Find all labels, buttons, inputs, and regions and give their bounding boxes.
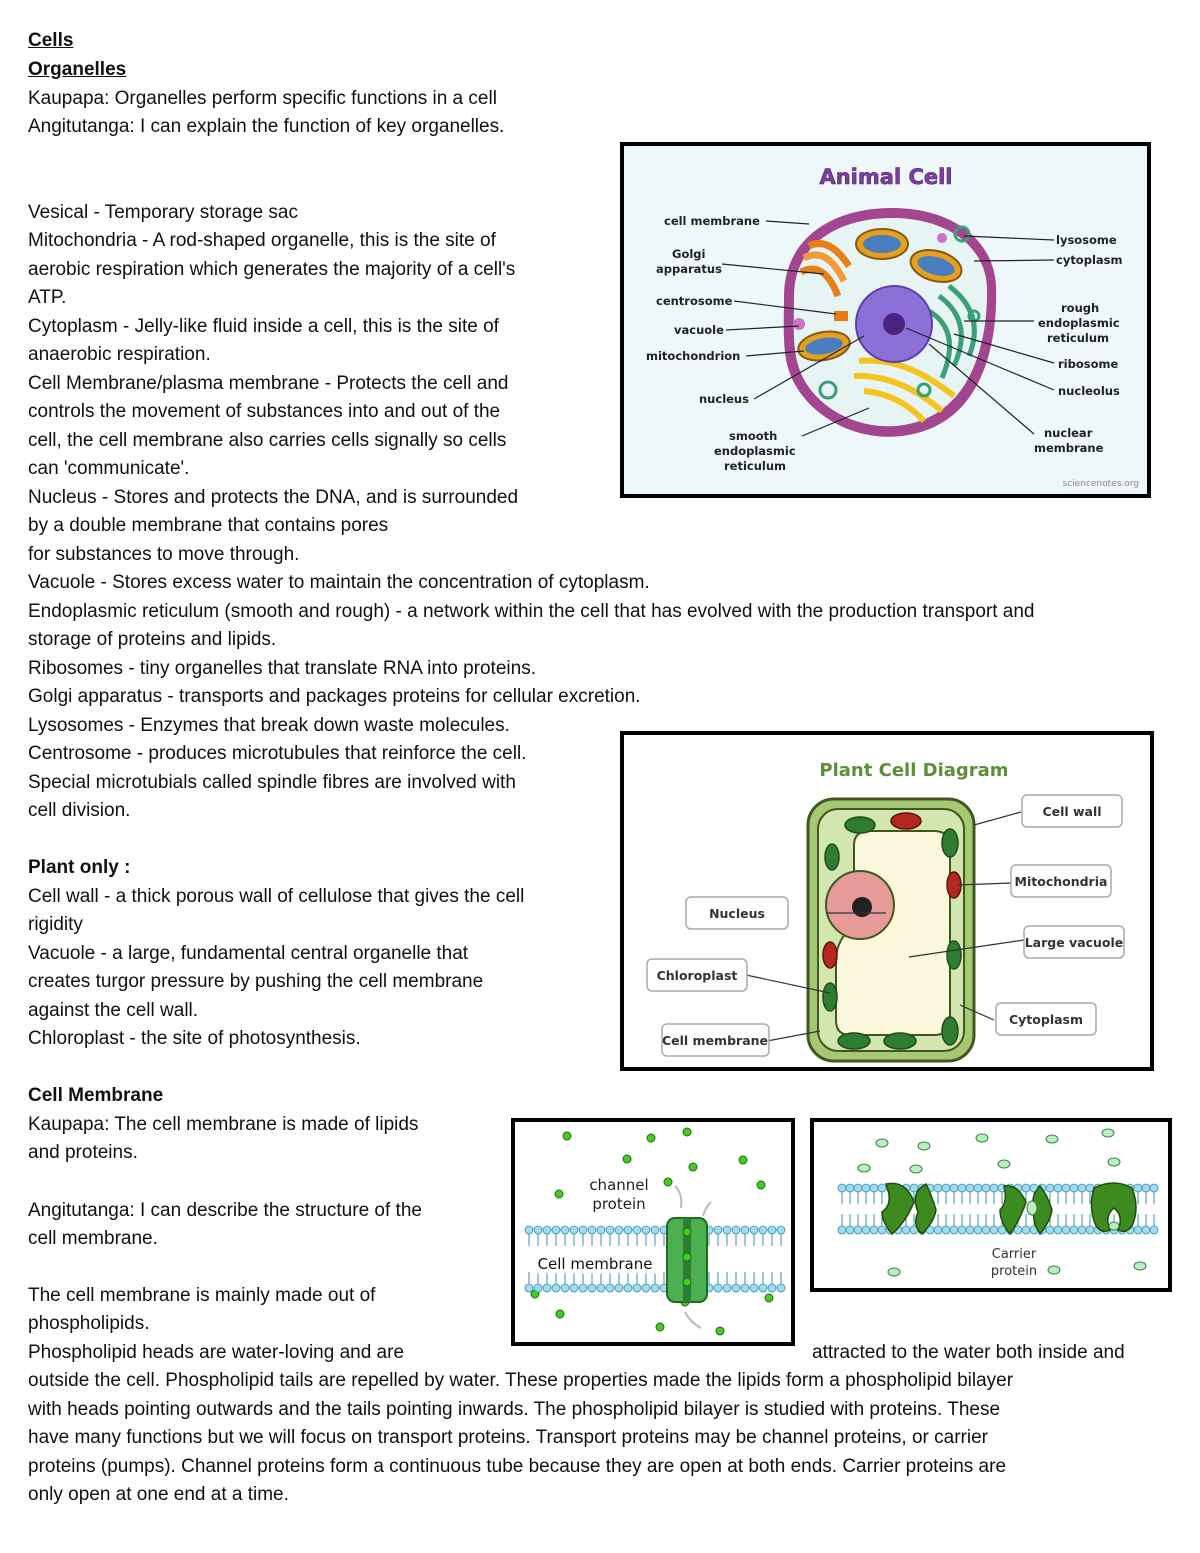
- label-cell-membrane: Cell membrane: [537, 1255, 653, 1273]
- phospholipid-head: [561, 1284, 569, 1292]
- label-rough-endoplasmic: endoplasmic: [1038, 316, 1120, 330]
- phospholipid-head: [942, 1226, 950, 1234]
- phospholipid-head: [1142, 1226, 1150, 1234]
- phospholipid-head: [1134, 1184, 1142, 1192]
- phospholipid-head: [606, 1226, 614, 1234]
- phospholipid-head: [1054, 1226, 1062, 1234]
- phospholipid-head: [597, 1284, 605, 1292]
- phospholipid-head: [870, 1226, 878, 1234]
- phospholipid-head: [570, 1284, 578, 1292]
- phospholipid-head: [846, 1184, 854, 1192]
- phospholipid-head: [862, 1226, 870, 1234]
- cell-membrane-line: phospholipids.: [28, 1313, 150, 1334]
- cell-membrane-paragraph-line: proteins (pumps). Channel proteins form a continuous tube because they are open at both ends. Carrier proteins are: [28, 1456, 1007, 1477]
- phospholipid-head: [651, 1226, 659, 1234]
- phospholipid-head: [950, 1226, 958, 1234]
- organelles-line: Cytoplasm - Jelly-like fluid inside a cell, this is the site of: [28, 316, 499, 337]
- phospholipid-head: [1150, 1226, 1158, 1234]
- organelles-line: controls the movement of substances into and out of the: [28, 401, 501, 422]
- label-endoplasmic: endoplasmic: [714, 444, 796, 458]
- phospholipid-head: [714, 1284, 722, 1292]
- label-nuclear: nuclear: [1044, 426, 1093, 440]
- phospholipid-head: [982, 1226, 990, 1234]
- organelles-line: cell division.: [28, 800, 131, 821]
- phospholipid-head: [732, 1284, 740, 1292]
- animal-cell-title: Animal Cell: [819, 165, 953, 189]
- organelles-line: by a double membrane that contains pores: [28, 515, 389, 536]
- nucleolus-shape: [883, 313, 905, 335]
- cell-membrane-heading: Cell Membrane: [28, 1085, 164, 1106]
- phospholipid-head: [934, 1184, 942, 1192]
- channel-protein-diagram: [515, 1122, 791, 1342]
- phospholipid-head: [759, 1226, 767, 1234]
- centrosome-shape: [834, 311, 848, 321]
- phospholipid-head: [862, 1184, 870, 1192]
- cell-membrane-line: Angitutanga: I can describe the structure of the: [28, 1200, 422, 1221]
- organelles-line: ATP.: [28, 287, 67, 308]
- phospholipid-head: [966, 1184, 974, 1192]
- phospholipid-head: [741, 1284, 749, 1292]
- organelles-line: Ribosomes - tiny organelles that translate RNA into proteins.: [28, 658, 536, 679]
- phospholipid-head: [1046, 1226, 1054, 1234]
- plant-cell-diagram: [624, 735, 1150, 1067]
- phospholipid-head: [934, 1226, 942, 1234]
- cell-membrane-paragraph-line: with heads pointing outwards and the tails pointing inwards. The phospholipid bilayer is studied with proteins. These: [28, 1399, 1001, 1420]
- phospholipid-head: [624, 1226, 632, 1234]
- phospholipid-head: [552, 1226, 560, 1234]
- plant-only-line: creates turgor pressure by pushing the cell membrane: [28, 971, 484, 992]
- label-channel: channel: [589, 1176, 649, 1194]
- phospholipid-head: [588, 1284, 596, 1292]
- phospholipid-head: [950, 1184, 958, 1192]
- label-vacuole: vacuole: [674, 323, 724, 337]
- label-protein: protein: [592, 1195, 646, 1213]
- phospholipid-head: [870, 1184, 878, 1192]
- label-smooth: smooth: [729, 429, 778, 443]
- organelles-line: Endoplasmic reticulum (smooth and rough) - a network within the cell that has evolved with the production transport and: [28, 601, 1035, 622]
- carried-molecule: [1027, 1201, 1037, 1215]
- phospholipid-head: [1070, 1184, 1078, 1192]
- label-nuclear-membrane: membrane: [1034, 441, 1104, 455]
- phospholipid-head: [732, 1226, 740, 1234]
- organelles-line: Golgi apparatus - transports and packages proteins for cellular excretion.: [28, 686, 641, 707]
- organelles-line: Special microtubials called spindle fibres are involved with: [28, 772, 516, 793]
- phospholipid-head: [750, 1226, 758, 1234]
- label-carrier-protein: protein: [990, 1264, 1038, 1279]
- cell-membrane-paragraph-line: outside the cell. Phospholipid tails are repelled by water. These properties made the lipids form a phospholipid bilayer: [28, 1370, 1014, 1391]
- plant-cell-figure: [620, 731, 1154, 1071]
- phospholipid-head: [543, 1284, 551, 1292]
- plant-only-line: Cell wall - a thick porous wall of cellulose that gives the cell: [28, 886, 525, 907]
- phospholipid-head: [1078, 1184, 1086, 1192]
- plant-only-line: Chloroplast - the site of photosynthesis.: [28, 1028, 361, 1049]
- label-cytoplasm: Cytoplasm: [1008, 1012, 1084, 1027]
- phospholipid-head: [958, 1184, 966, 1192]
- phospholipid-head: [579, 1284, 587, 1292]
- phospholipid-head: [777, 1226, 785, 1234]
- organelles-line: Mitochondria - A rod-shaped organelle, this is the site of: [28, 230, 496, 251]
- organelles-line: Lysosomes - Enzymes that break down waste molecules.: [28, 715, 510, 736]
- phospholipid-head: [958, 1226, 966, 1234]
- cell-membrane-line: Kaupapa: The cell membrane is made of lipids: [28, 1114, 419, 1135]
- phospholipid-head: [966, 1226, 974, 1234]
- label-rough: rough: [1061, 301, 1100, 315]
- nucleolus-shape: [852, 897, 872, 917]
- phospholipid-head: [982, 1184, 990, 1192]
- organelles-line: can 'communicate'.: [28, 458, 190, 479]
- phospholipid-head: [1070, 1226, 1078, 1234]
- organelles-heading: Organelles: [28, 59, 127, 80]
- plant-only-heading: Plant only :: [28, 857, 131, 878]
- phospholipid-head: [768, 1226, 776, 1234]
- phospholipid-head: [1062, 1184, 1070, 1192]
- phospholipid-head: [974, 1226, 982, 1234]
- phospholipid-head: [525, 1226, 533, 1234]
- organelles-kaupapa: Kaupapa: Organelles perform specific functions in a cell: [28, 88, 497, 109]
- released-molecule: [1109, 1222, 1119, 1230]
- phospholipid-head: [615, 1226, 623, 1234]
- phospholipid-head: [741, 1226, 749, 1234]
- organelles-line: Centrosome - produces microtubules that reinforce the cell.: [28, 743, 527, 764]
- label-large-vacuole: Large vacuole: [1024, 935, 1124, 950]
- channel-protein-figure: [511, 1118, 795, 1346]
- plant-only-line: against the cell wall.: [28, 1000, 199, 1021]
- organelles-line: storage of proteins and lipids.: [28, 629, 277, 650]
- phospholipid-head: [534, 1284, 542, 1292]
- label-cell-membrane: Cell membrane: [661, 1033, 769, 1048]
- phospholipid-head: [723, 1226, 731, 1234]
- phospholipid-head: [768, 1284, 776, 1292]
- phospholipid-head: [561, 1226, 569, 1234]
- phospholipid-head: [878, 1184, 886, 1192]
- phospholipid-head: [1142, 1184, 1150, 1192]
- phospholipid-head: [1046, 1184, 1054, 1192]
- organelles-line: Nucleus - Stores and protects the DNA, and is surrounded: [28, 487, 519, 508]
- plant-only-line: rigidity: [28, 914, 83, 935]
- carrier-protein-diagram: [814, 1122, 1168, 1288]
- cell-membrane-paragraph-line: only open at one end at a time.: [28, 1484, 289, 1505]
- phospholipid-head: [543, 1226, 551, 1234]
- phospholipid-head: [1134, 1226, 1142, 1234]
- cell-membrane-line: and proteins.: [28, 1142, 138, 1163]
- label-cell-membrane: cell membrane: [664, 214, 760, 228]
- phospholipid-head: [633, 1284, 641, 1292]
- phospholipid-head: [624, 1284, 632, 1292]
- label-ribosome: ribosome: [1058, 357, 1119, 371]
- page-title: Cells: [28, 30, 74, 51]
- label-carrier: Carrier: [991, 1247, 1037, 1262]
- organelles-line: aerobic respiration which generates the majority of a cell's: [28, 259, 516, 280]
- phospholipid-head: [615, 1284, 623, 1292]
- phospholipid-head: [633, 1226, 641, 1234]
- phospholipid-head: [1078, 1226, 1086, 1234]
- label-centrosome: centrosome: [656, 294, 733, 308]
- phospholipid-head: [534, 1226, 542, 1234]
- phospholipid-head: [854, 1226, 862, 1234]
- phospholipid-head: [579, 1226, 587, 1234]
- cell-membrane-line: cell membrane.: [28, 1228, 158, 1249]
- label-cell-wall: Cell wall: [1042, 804, 1102, 819]
- label-nucleolus: nucleolus: [1058, 384, 1120, 398]
- phospholipid-head: [902, 1226, 910, 1234]
- credit: sciencenotes.org: [1062, 479, 1139, 489]
- phospholipid-head: [974, 1184, 982, 1192]
- label-golgi: Golgi: [672, 247, 706, 261]
- phospholipid-head: [588, 1226, 596, 1234]
- cell-membrane-line: The cell membrane is mainly made out of: [28, 1285, 376, 1306]
- phospholipid-head: [942, 1184, 950, 1192]
- label-mitochondria: Mitochondria: [1014, 874, 1108, 889]
- label-mitochondrion: mitochondrion: [646, 349, 741, 363]
- phospholipid-head: [750, 1284, 758, 1292]
- cell-membrane-line-right: attracted to the water both inside and: [812, 1342, 1125, 1363]
- label-rough-reticulum: reticulum: [1047, 331, 1110, 345]
- phospholipid-head: [525, 1284, 533, 1292]
- plant-cell-title: Plant Cell Diagram: [819, 760, 1009, 781]
- phospholipid-head: [714, 1226, 722, 1234]
- phospholipid-head: [910, 1184, 918, 1192]
- label-reticulum: reticulum: [724, 459, 787, 473]
- organelles-line: anaerobic respiration.: [28, 344, 211, 365]
- phospholipid-head: [642, 1226, 650, 1234]
- phospholipid-head: [1054, 1184, 1062, 1192]
- phospholipid-head: [570, 1226, 578, 1234]
- carrier-protein-figure: [810, 1118, 1172, 1292]
- label-apparatus: apparatus: [656, 262, 722, 276]
- animal-cell-figure: [620, 142, 1151, 498]
- organelles-angitutanga: Angitutanga: I can explain the function of key organelles.: [28, 116, 505, 137]
- label-nucleus: Nucleus: [709, 906, 765, 921]
- phospholipid-head: [1022, 1184, 1030, 1192]
- phospholipid-head: [878, 1226, 886, 1234]
- phospholipid-head: [990, 1184, 998, 1192]
- phospholipid-head: [651, 1284, 659, 1292]
- phospholipid-head: [1150, 1184, 1158, 1192]
- label-chloroplast: Chloroplast: [656, 968, 738, 983]
- phospholipid-head: [838, 1226, 846, 1234]
- plant-only-line: Vacuole - a large, fundamental central organelle that: [28, 943, 469, 964]
- phospholipid-head: [597, 1226, 605, 1234]
- phospholipid-head: [1062, 1226, 1070, 1234]
- phospholipid-head: [1022, 1226, 1030, 1234]
- label-nucleus: nucleus: [699, 392, 749, 406]
- organelles-line: for substances to move through.: [28, 544, 300, 565]
- phospholipid-head: [642, 1284, 650, 1292]
- phospholipid-head: [854, 1184, 862, 1192]
- organelles-line: Cell Membrane/plasma membrane - Protects the cell and: [28, 373, 509, 394]
- phospholipid-head: [759, 1284, 767, 1292]
- cell-membrane-paragraph-line: have many functions but we will focus on transport proteins. Transport proteins may be channel proteins, or carrier: [28, 1427, 988, 1448]
- phospholipid-head: [1086, 1226, 1094, 1234]
- phospholipid-head: [552, 1284, 560, 1292]
- phospholipid-head: [846, 1226, 854, 1234]
- phospholipid-head: [990, 1226, 998, 1234]
- phospholipid-head: [723, 1284, 731, 1292]
- phospholipid-head: [777, 1284, 785, 1292]
- organelles-line: cell, the cell membrane also carries cells signally so cells: [28, 430, 507, 451]
- cell-membrane-line: Phospholipid heads are water-loving and are: [28, 1342, 405, 1363]
- organelles-line: Vacuole - Stores excess water to maintain the concentration of cytoplasm.: [28, 572, 650, 593]
- label-cytoplasm: cytoplasm: [1056, 253, 1123, 267]
- carrier-protein-shapes: [882, 1183, 1136, 1234]
- organelles-line: Vesical - Temporary storage sac: [28, 202, 298, 223]
- phospholipid-head: [606, 1284, 614, 1292]
- phospholipid-head: [838, 1184, 846, 1192]
- animal-cell-diagram: [624, 146, 1147, 494]
- label-lysosome: lysosome: [1056, 233, 1117, 247]
